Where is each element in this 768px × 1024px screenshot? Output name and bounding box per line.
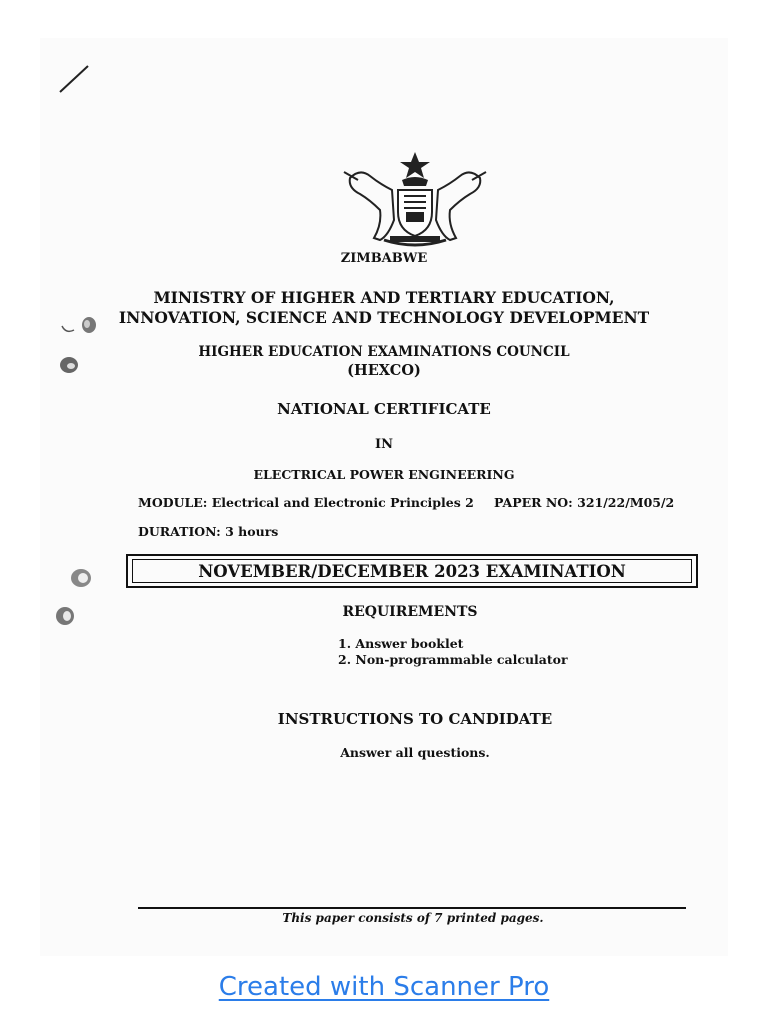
module-label: MODULE: Electrical and Electronic Principles 2: [138, 495, 474, 510]
council-abbreviation: (HEXCO): [347, 362, 421, 379]
programme-name: ELECTRICAL POWER ENGINEERING: [253, 467, 515, 482]
binder-hole-icon: [68, 566, 94, 590]
duration-label: DURATION: 3 hours: [138, 524, 279, 539]
page-count-note: This paper consists of 7 printed pages.: [282, 911, 544, 925]
zimbabwe-coat-of-arms-icon: [340, 150, 490, 250]
requirements-list: [338, 636, 568, 668]
requirements-title: REQUIREMENTS: [342, 604, 478, 620]
paper-number: PAPER NO: 321/22/M05/2: [494, 495, 675, 510]
instructions-text: Answer all questions.: [340, 745, 490, 760]
certificate-in: IN: [375, 437, 393, 452]
certificate-title: NATIONAL CERTIFICATE: [277, 400, 491, 418]
pen-mark-icon: [58, 62, 92, 96]
council-name: HIGHER EDUCATION EXAMINATIONS COUNCIL: [198, 344, 570, 360]
scanner-pro-link[interactable]: Created with Scanner Pro: [218, 972, 550, 1002]
instructions-title: INSTRUCTIONS TO CANDIDATE: [277, 710, 553, 728]
requirement-item: 2. Non-programmable calculator: [338, 652, 568, 667]
ministry-line-2: INNOVATION, SCIENCE AND TECHNOLOGY DEVELOPMENT: [118, 308, 650, 327]
country-name: ZIMBABWE: [340, 251, 428, 266]
exam-banner-text: NOVEMBER/DECEMBER 2023 EXAMINATION: [132, 559, 692, 583]
exam-banner: [126, 554, 698, 588]
requirement-item: 1. Answer booklet: [338, 636, 464, 651]
binder-hole-icon: [54, 604, 78, 628]
ministry-title: [0, 288, 768, 328]
ministry-line-1: MINISTRY OF HIGHER AND TERTIARY EDUCATION,: [153, 288, 615, 307]
footer-divider: [138, 907, 686, 909]
